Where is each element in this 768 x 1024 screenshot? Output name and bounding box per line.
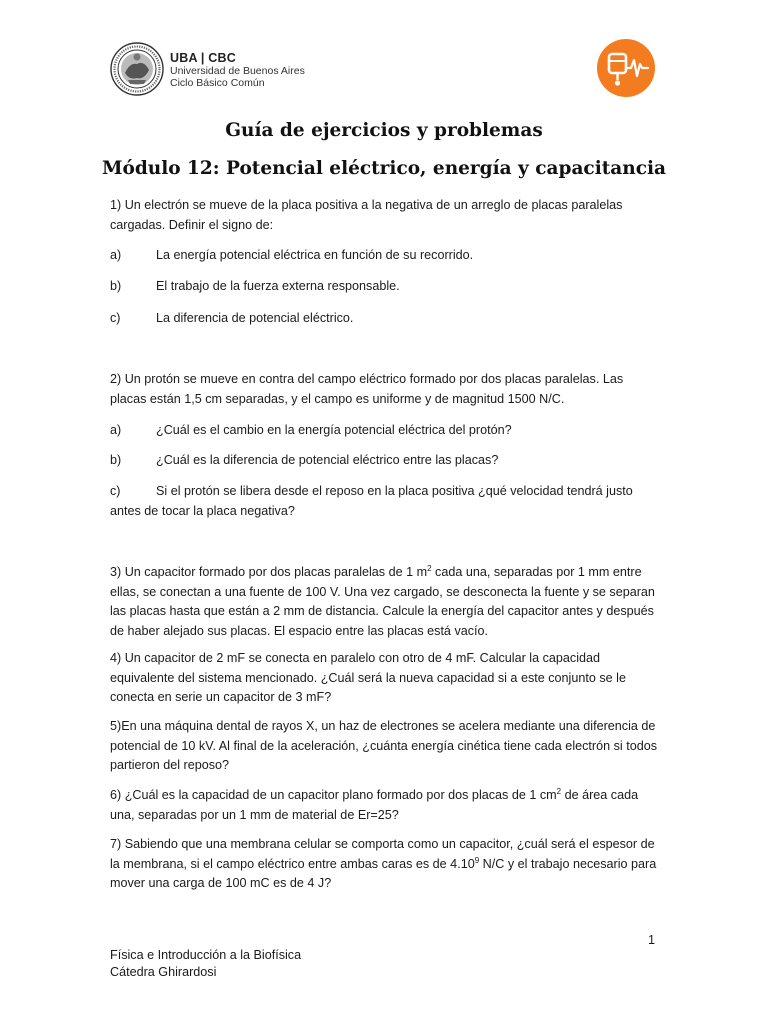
question-7-part-1: 7) Sabiendo que una membrana celular se comporta como un capacitor, ¿cuál será el espesor de la membrana, si el campo eléctrico entre ambas caras es de 4.10 bbox=[110, 837, 655, 871]
question-4-text: 4) Un capacitor de 2 mF se conecta en paralelo con otro de 4 mF. Calcular la capacidad equivalente del sistema mencionado. ¿Cuál será la nueva capacidad si a este conjunto se le conecta en serie un capacitor de 3 mF? bbox=[110, 651, 626, 705]
question-7-text bbox=[110, 835, 662, 894]
question-6-text bbox=[110, 786, 662, 825]
uba-title: UBA | CBC bbox=[170, 51, 236, 65]
university-seal-icon bbox=[110, 42, 164, 96]
question-3-part-2: cada una, separadas por 1 mm entre ellas, se conectan a una fuente de 100 V. Una vez cargado, se desconecta la fuente y se separan las placas hasta que están a 2 mm de distancia. Calcule la energía del capacitor antes y después de haber alejado sus placas. El espacio entre las placas está vacío. bbox=[110, 565, 655, 638]
question-3-text bbox=[110, 563, 662, 641]
footer-chair-name: Cátedra Ghirardosi bbox=[110, 965, 217, 979]
item-text: El trabajo de la fuerza externa responsable. bbox=[156, 279, 400, 293]
item-text: ¿Cuál es la diferencia de potencial eléctrico entre las placas? bbox=[156, 453, 499, 467]
item-text: Si el protón se libera desde el reposo en la placa positiva ¿qué velocidad tendrá justo antes de tocar la placa negativa? bbox=[110, 484, 633, 518]
question-5-text: 5)En una máquina dental de rayos X, un haz de electrones se acelera mediante una diferencia de potencial de 10 kV. Al final de la aceleración, ¿cuánta energía cinética tiene cada electrón si todos partieron del reposo? bbox=[110, 719, 658, 773]
question-6-part-1: 6) ¿Cuál es la capacidad de un capacitor plano formado por dos placas de 1 cm bbox=[110, 788, 557, 802]
item-text: La diferencia de potencial eléctrico. bbox=[156, 311, 354, 325]
item-label: b) bbox=[110, 453, 122, 467]
question-7-part-2: N/C y el trabajo necesario para mover una carga de 100 mC es de 4 J? bbox=[110, 856, 657, 891]
item-text: La energía potencial eléctrica en función de su recorrido. bbox=[156, 248, 474, 262]
item-label: a) bbox=[110, 423, 122, 437]
item-label: b) bbox=[110, 279, 122, 293]
uba-university-name: Universidad de Buenos Aires bbox=[170, 65, 305, 77]
item-label: c) bbox=[110, 311, 121, 325]
page-number: 1 bbox=[648, 933, 656, 947]
question-2-text: 2) Un protón se mueve en contra del campo eléctrico formado por dos placas paralelas. Las placas están 1,5 cm separadas, y el campo es uniforme y de magnitud 1500 N/C. bbox=[110, 372, 624, 406]
question-2-item-c bbox=[110, 482, 662, 521]
item-text: ¿Cuál es el cambio en la energía potencial eléctrica del protón? bbox=[156, 423, 512, 437]
footer bbox=[110, 947, 301, 981]
item-label: c) bbox=[110, 484, 121, 498]
biophysics-logo-icon bbox=[596, 38, 656, 98]
superscript: 2 bbox=[556, 787, 562, 796]
university-branding bbox=[170, 51, 305, 89]
superscript: 2 bbox=[427, 564, 432, 573]
superscript: 9 bbox=[474, 855, 480, 865]
module-title: Módulo 12: Potencial eléctrico, energía y capacitancia bbox=[102, 158, 666, 179]
footer-course-name: Física e Introducción a la Biofísica bbox=[110, 948, 302, 962]
question-6-part-2: de área cada una, separadas por un 1 mm de material de Er=25? bbox=[110, 788, 639, 822]
question-1-text: 1) Un electrón se mueve de la placa positiva a la negativa de un arreglo de placas paralelas cargadas. Definir el signo de: bbox=[110, 198, 623, 232]
question-3-part-1: 3) Un capacitor formado por dos placas paralelas de 1 m bbox=[110, 565, 428, 579]
page-title: Guía de ejercicios y problemas bbox=[225, 120, 543, 141]
uba-cycle-name: Ciclo Básico Común bbox=[170, 77, 265, 89]
item-label: a) bbox=[110, 248, 122, 262]
